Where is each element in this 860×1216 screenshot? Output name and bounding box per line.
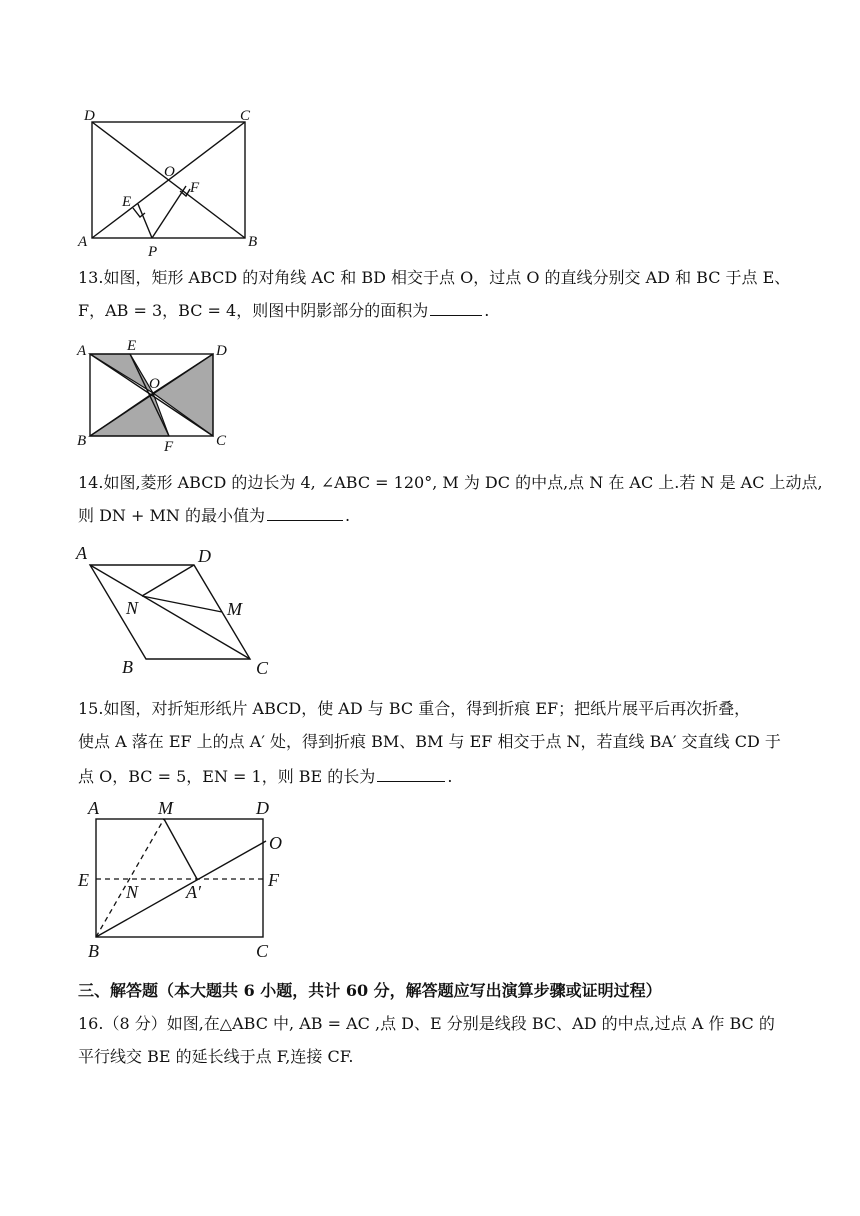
q15-line1: 15.如图，对折矩形纸片 ABCD，使 AD 与 BC 重合，得到折痕 EF；把纸片展平后再次折叠，: [78, 699, 751, 718]
q15-line3-end: .: [447, 767, 453, 786]
label-d: D: [198, 546, 211, 566]
label-e: E: [127, 338, 137, 354]
q13-line2-end: .: [484, 301, 490, 320]
label-c: C: [256, 941, 269, 961]
q16-line2: 平行线交 BE 的延长线于点 F,连接 CF.: [78, 1047, 354, 1066]
q15-line2: 使点 A 落在 EF 上的点 A′ 处，得到折痕 BM、BM 与 EF 相交于点 N，若直线 BA′ 交直线 CD 于: [78, 732, 781, 751]
label-o: O: [149, 376, 160, 392]
q16-line1: 16.（8 分）如图,在△ABC 中, AB = AC ,点 D、E 分别是线段 BC、AD 的中点,过点 A 作 BC 的: [78, 1014, 775, 1033]
label-d: D: [256, 798, 269, 818]
label-c: C: [240, 108, 251, 124]
section-heading: 三、解答题（本大题共 6 小题，共计 60 分，解答题应写出演算步骤或证明过程）: [78, 981, 662, 1000]
q14-line1: 14.如图,菱形 ABCD 的边长为 4, ∠ABC = 120°, M 为 DC 的中点,点 N 在 AC 上.若 N 是 AC 上动点,: [78, 473, 823, 492]
label-a: A: [76, 543, 87, 563]
label-d: D: [84, 108, 95, 124]
label-e: E: [122, 194, 132, 210]
q15-line3-text: 点 O，BC = 5，EN = 1，则 BE 的长为: [78, 767, 376, 786]
label-c: C: [216, 433, 227, 449]
figure-rectangle-perpendiculars: [70, 100, 270, 260]
label-n: N: [126, 598, 139, 618]
label-o: O: [164, 164, 175, 180]
q14-line2: [78, 504, 350, 527]
label-c: C: [256, 658, 269, 678]
answer-blank-15[interactable]: [377, 765, 445, 782]
label-e: E: [78, 870, 89, 890]
label-p: P: [148, 244, 158, 260]
label-b: B: [88, 941, 99, 961]
label-a: A: [88, 798, 99, 818]
label-f: F: [190, 180, 200, 196]
q15-line3: [78, 765, 452, 788]
q14-line2-end: .: [344, 506, 351, 525]
label-b: B: [122, 657, 133, 677]
answer-blank-14[interactable]: [267, 504, 343, 521]
label-b: B: [248, 234, 258, 250]
label-a: A: [77, 343, 87, 359]
label-b: B: [77, 433, 87, 449]
label-f: F: [268, 870, 279, 890]
label-f: F: [164, 439, 174, 455]
answer-blank-13[interactable]: [430, 299, 482, 316]
label-m: M: [158, 798, 173, 818]
q13-line2: [78, 299, 489, 322]
figure-folded-rectangle: [70, 795, 295, 965]
label-a: A: [78, 234, 88, 250]
label-m: M: [227, 599, 242, 619]
label-n: N: [126, 882, 139, 902]
q13-line1: 13.如图，矩形 ABCD 的对角线 AC 和 BD 相交于点 O，过点 O 的直线分别交 AD 和 BC 于点 E、: [78, 268, 791, 287]
label-a-prime: A′: [186, 882, 201, 902]
figure-rectangle-shaded: [70, 336, 245, 456]
q13-line2-text: F，AB = 3，BC = 4，则图中阴影部分的面积为: [78, 301, 429, 320]
label-d: D: [216, 343, 227, 359]
q14-line2-text: 则 DN + MN 的最小值为: [78, 506, 265, 525]
label-o: O: [269, 833, 282, 853]
figure-rhombus: [70, 540, 285, 680]
